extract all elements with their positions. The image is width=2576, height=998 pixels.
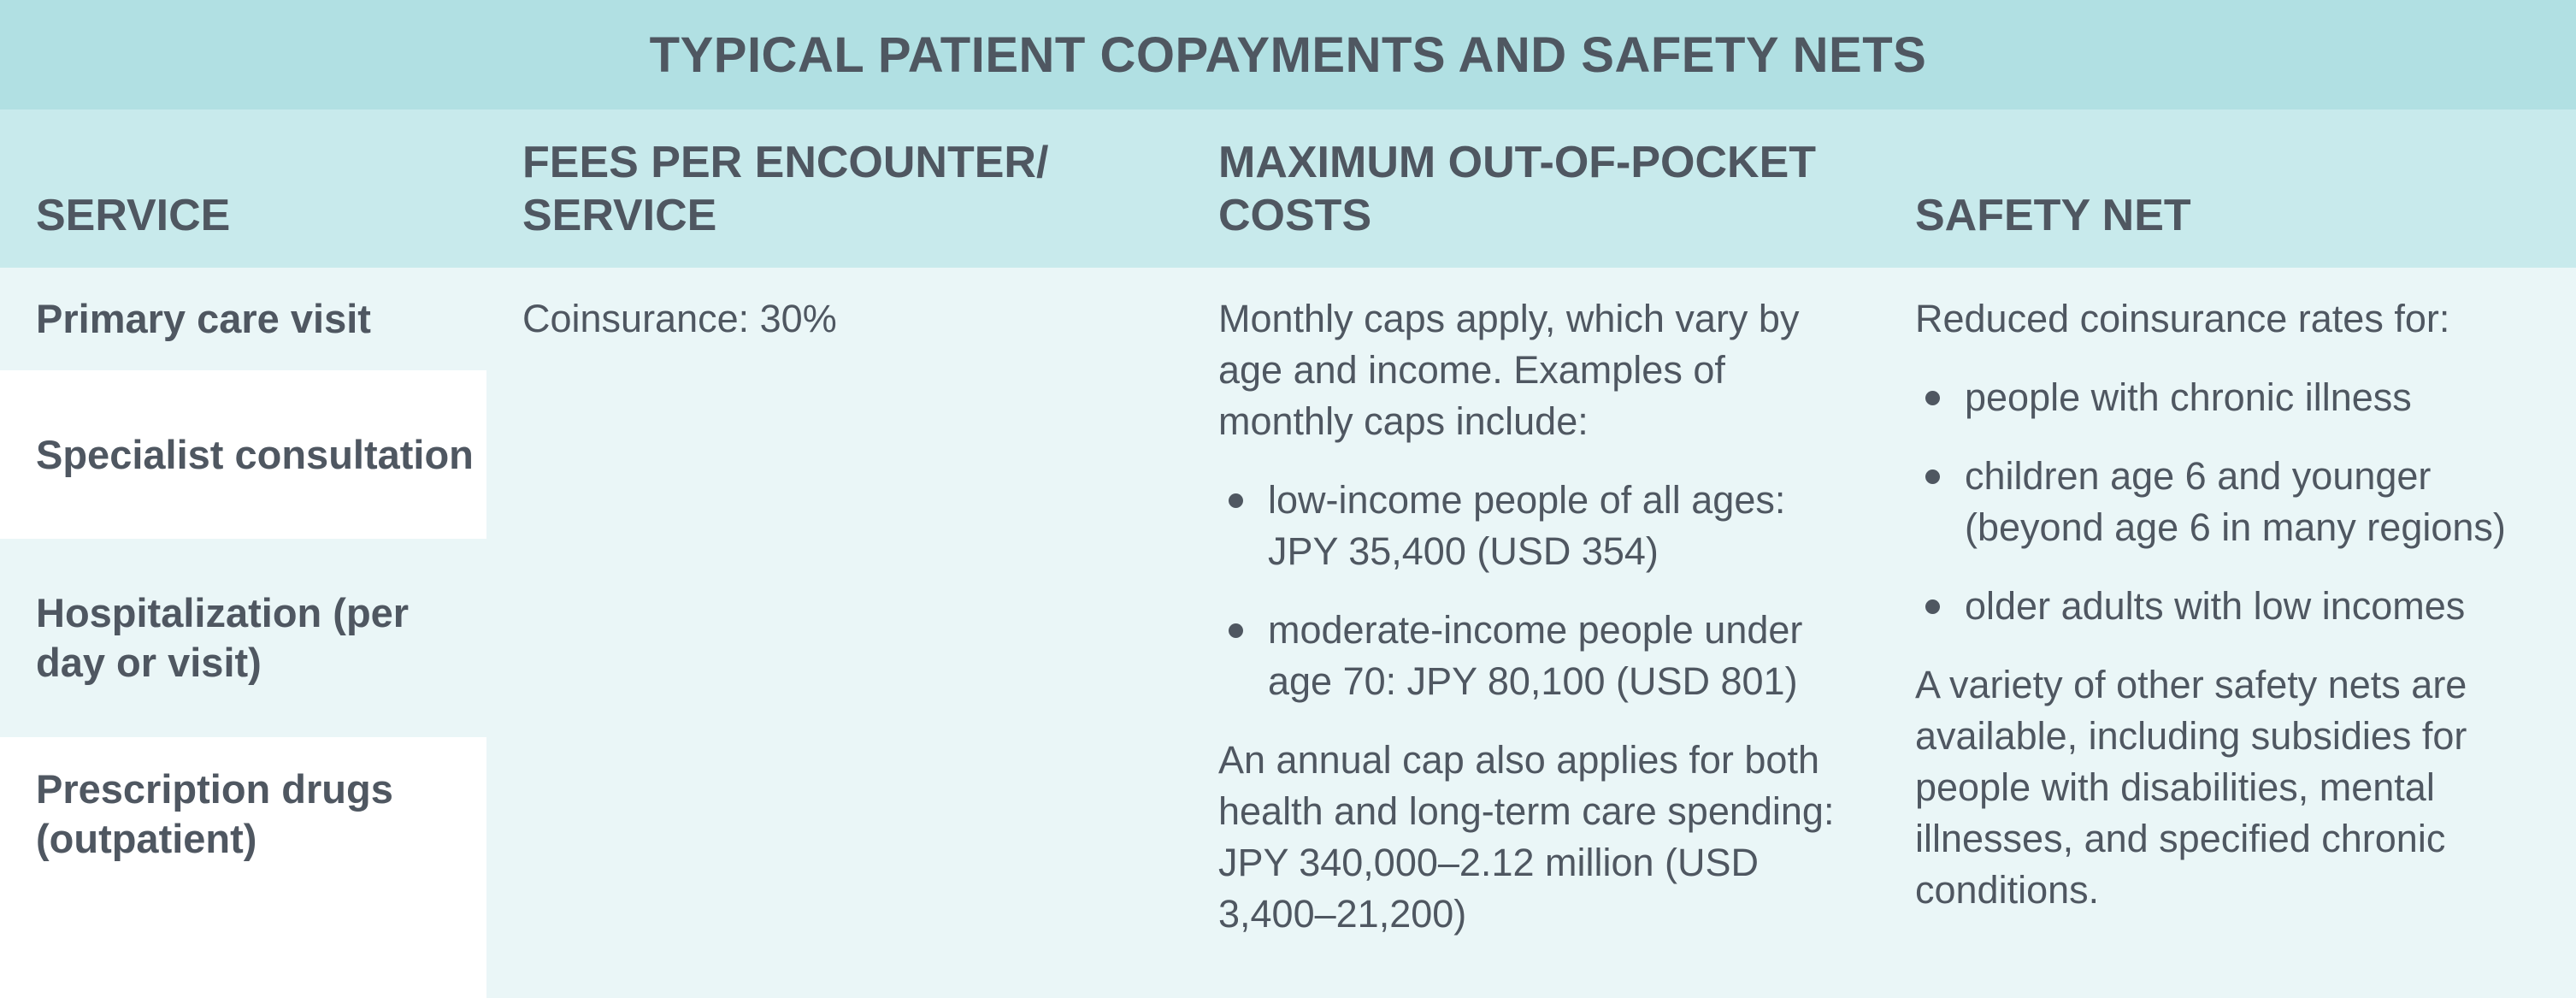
safety-net-list: [1915, 372, 2531, 632]
header-safety-net: SAFETY NET: [1915, 191, 2191, 240]
fees-cell: [522, 293, 1138, 345]
max-oop-cell: [1218, 293, 1851, 940]
max-oop-intro: Monthly caps apply, which vary by age and income. Examples of monthly caps include:: [1218, 297, 1800, 443]
service-label: Primary care visit: [36, 296, 371, 341]
title-bar: [0, 0, 2576, 109]
service-label: Prescription drugs (outpatient): [36, 766, 393, 861]
safety-net-other: A variety of other safety nets are available, including subsidies for people with disabilities, mental illnesses, and specified chronic conditions.: [1915, 663, 2467, 912]
service-primary-care: [0, 268, 486, 370]
header-service: SERVICE: [36, 191, 231, 240]
max-oop-annual: An annual cap also applies for both health and long-term care spending: JPY 340,000–2.12 million (USD 3,400–21,200): [1218, 738, 1835, 936]
service-hospitalization: [0, 539, 486, 737]
service-label: Hospitalization (per day or visit): [36, 590, 410, 685]
list-item: low-income people of all ages: JPY 35,400 (USD 354): [1218, 475, 1851, 577]
safety-net-intro: Reduced coinsurance rates for:: [1915, 297, 2450, 340]
list-item: children age 6 and younger (beyond age 6 in many regions): [1915, 451, 2531, 553]
list-item: people with chronic illness: [1915, 372, 2531, 423]
service-prescription-drugs: [0, 737, 486, 998]
list-item: older adults with low incomes: [1915, 581, 2531, 632]
fees-text: Coinsurance: 30%: [522, 297, 837, 340]
service-label: Specialist consultation: [36, 431, 474, 477]
service-specialist: [0, 370, 486, 539]
header-fees: FEES PER ENCOUNTER/ SERVICE: [522, 138, 1049, 240]
header-row: [0, 109, 2576, 268]
list-item: moderate-income people under age 70: JPY 80,100 (USD 801): [1218, 605, 1851, 707]
safety-net-cell: [1915, 293, 2531, 916]
header-max-oop: MAXIMUM OUT-OF-POCKET COSTS: [1218, 138, 1817, 240]
max-oop-list: [1218, 475, 1851, 707]
table-title: TYPICAL PATIENT COPAYMENTS AND SAFETY NETS: [649, 27, 1927, 83]
